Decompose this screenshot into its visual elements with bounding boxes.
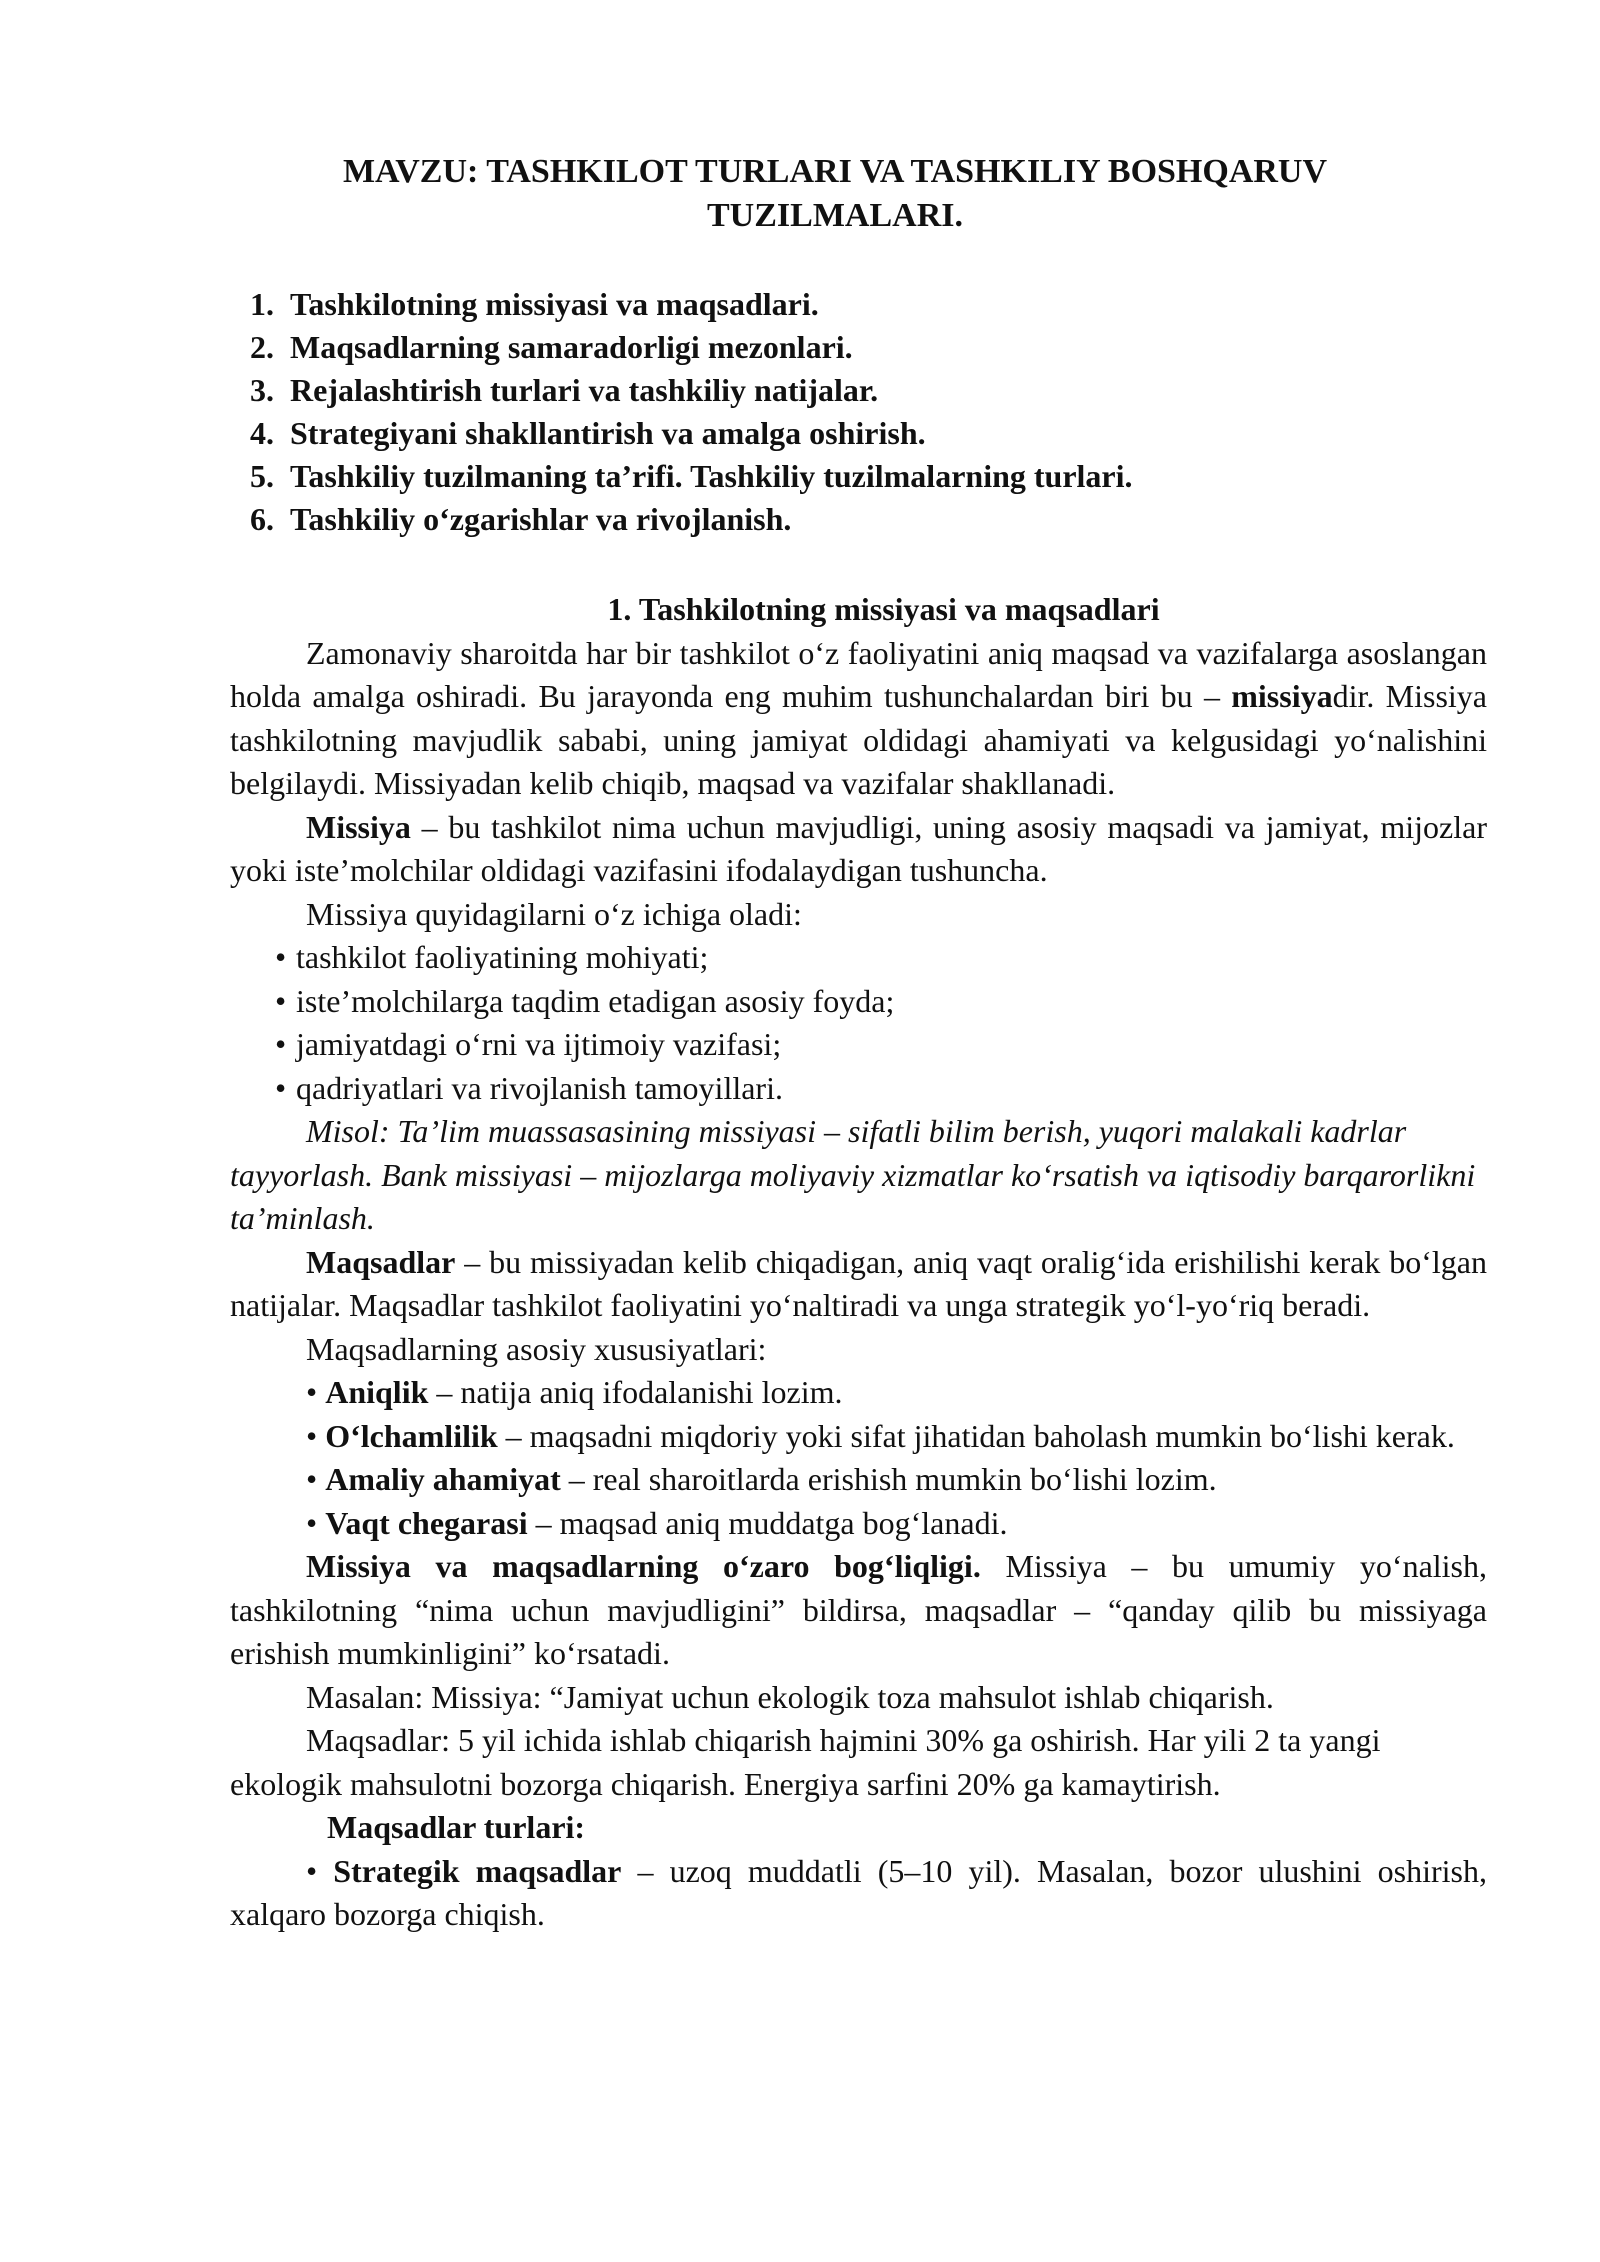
example-paragraph [230,1110,1487,1241]
relationship-paragraph [230,1545,1487,1676]
relationship-term: Missiya va maqsadlarning o‘zaro bog‘liqligi. [306,1548,981,1584]
bullet-dot: • [306,1852,318,1889]
feature-item [230,1371,1487,1415]
type-term: Strategik maqsadlar [333,1852,622,1889]
missiya-includes-intro: Missiya quyidagilarni o‘z ichiga oladi: [306,895,802,932]
topic-item [250,283,1133,326]
definition-term: Maqsadlar [306,1243,456,1280]
feature-item [230,1502,1487,1546]
bullet-dot: • [306,1417,318,1454]
topic-item [250,498,1133,541]
feature-term: Vaqt chegarasi [325,1504,528,1541]
bullet-item [275,1023,1487,1067]
bullet-dot: • [306,1461,318,1497]
feature-text: – natija aniq ifodalanishi lozim. [428,1374,843,1410]
feature-text: – maqsad aniq muddatga bog‘lanadi. [527,1504,1008,1541]
title-line-1: MAVZU: TASHKILOT TURLARI VA TASHKILIY BOSHQARUV [342,153,1328,190]
maqsadlar-definition [230,1241,1487,1328]
topic-item [250,326,1133,369]
topic-item [250,369,1133,412]
bullet-dot: • [306,1504,318,1541]
intro-paragraph [230,632,1487,806]
title-line-2: TUZILMALARI. [707,197,963,234]
bullet-dot: • [275,982,287,1019]
relationship-text: Missiya – bu umumiy yo‘nalish, tashkilotning “nima uchun mavjudligini” bildirsa, maqsadlar – “qanday qilib bu missiyaga erishish mumkinligini” ko‘rsatadi. [230,1548,1488,1671]
topic-list [250,283,1133,541]
missiya-term: missiya [1231,678,1333,714]
bullet-text: jamiyatdagi o‘rni va ijtimoiy vazifasi; [296,1026,782,1062]
topic-item [250,412,1133,455]
topic-number: 2. [250,329,274,365]
bullet-dot: • [306,1374,318,1410]
bullet-item [275,1067,1487,1111]
intro-text: Zamonaviy sharoitda har bir tashkilot o‘z faoliyatini aniq maqsad va vazifalarga asoslangan holda amalga oshiradi. Bu jarayonda eng muhim tushunchalardan biri bu – [230,634,1487,714]
topic-item [250,455,1133,498]
bullet-dot: • [275,1069,287,1106]
example-text: Misol: Ta’lim muassasasining missiyasi – sifatli bilim berish, yuqori malakali kadrlar tayyorlash. Bank missiyasi – mijozlarga moliyaviy xizmatlar ko‘rsatish va iqtisodiy barqarorlikni ta’minlash. [230,1113,1476,1236]
topic-text: Tashkilotning missiyasi va maqsadlari. [290,286,819,322]
bullet-dot: • [275,939,287,975]
bullet-dot: • [275,1026,287,1062]
feature-text: – maqsadni miqdoriy yoki sifat jihatidan baholash mumkin bo‘lishi kerak. [497,1417,1455,1454]
bullet-text: qadriyatlari va rivojlanish tamoyillari. [296,1069,783,1106]
section-body [230,588,1487,1937]
document-title [230,150,1440,238]
intro-text-cont: dir. Missiya tashkilotning mavjudlik sababi, uning jamiyat oldidagi ahamiyati va kelgusidagi yo‘nalishini belgilaydi. Missiyadan kelib chiqib, maqsad va vazifalar shakllanadi. [230,678,1488,801]
bullet-item [275,936,1487,980]
topic-number: 1. [250,286,274,322]
missiya-definition [230,806,1487,893]
definition-text: – bu missiyadan kelib chiqadigan, aniq vaqt oralig‘ida erishilishi kerak bo‘lgan natijalar. Maqsadlar tashkilot faoliyatini yo‘naltiradi va unga strategik yo‘l-yo‘riq beradi. [230,1243,1487,1323]
bullet-text: tashkilot faoliyatining mohiyati; [296,939,709,975]
topic-text: Strategiyani shakllantirish va amalga oshirish. [290,415,926,451]
feature-text: – real sharoitlarda erishish mumkin bo‘lishi lozim. [560,1461,1217,1497]
bullet-text: iste’molchilarga taqdim etadigan asosiy foyda; [296,982,895,1019]
feature-term: Aniqlik [325,1374,429,1410]
topic-text: Rejalashtirish turlari va tashkiliy natijalar. [290,372,879,408]
feature-term: O‘lchamlilik [325,1417,498,1454]
feature-item [230,1458,1487,1502]
example-maqsadlar: Maqsadlar: 5 yil ichida ishlab chiqarish hajmini 30% ga oshirish. Har yili 2 ta yangi ekologik mahsulotni bozorga chiqarish. Energiya sarfini 20% ga kamaytirish. [230,1722,1381,1802]
feature-term: Amaliy ahamiyat [325,1461,561,1497]
bullet-item [275,980,1487,1024]
topic-text: Tashkiliy o‘zgarishlar va rivojlanish. [290,501,792,537]
types-heading: Maqsadlar turlari: [327,1809,586,1845]
definition-text: – bu tashkilot nima uchun mavjudligi, uning asosiy maqsadi va jamiyat, mijozlar yoki iste’molchilar oldidagi vazifasini ifodalaydigan tushuncha. [230,808,1487,888]
definition-term: Missiya [306,808,411,845]
features-intro: Maqsadlarning asosiy xususiyatlari: [306,1330,767,1367]
feature-item [230,1415,1487,1459]
topic-number: 4. [250,415,274,451]
missiya-bullet-list [230,936,1487,1110]
type-item [230,1850,1487,1937]
topic-number: 6. [250,501,274,537]
topic-text: Maqsadlarning samaradorligi mezonlari. [290,329,853,365]
example-missiya: Masalan: Missiya: “Jamiyat uchun ekologik toza mahsulot ishlab chiqarish. [306,1678,1274,1715]
topic-number: 5. [250,458,274,494]
section-heading: 1. Tashkilotning missiyasi va maqsadlari [607,591,1160,627]
type-text: – uzoq muddatli (5–10 yil). Masalan, bozor ulushini oshirish, xalqaro bozorga chiqish. [230,1852,1488,1932]
topic-text: Tashkiliy tuzilmaning ta’rifi. Tashkiliy tuzilmalarning turlari. [290,458,1133,494]
topic-number: 3. [250,372,274,408]
